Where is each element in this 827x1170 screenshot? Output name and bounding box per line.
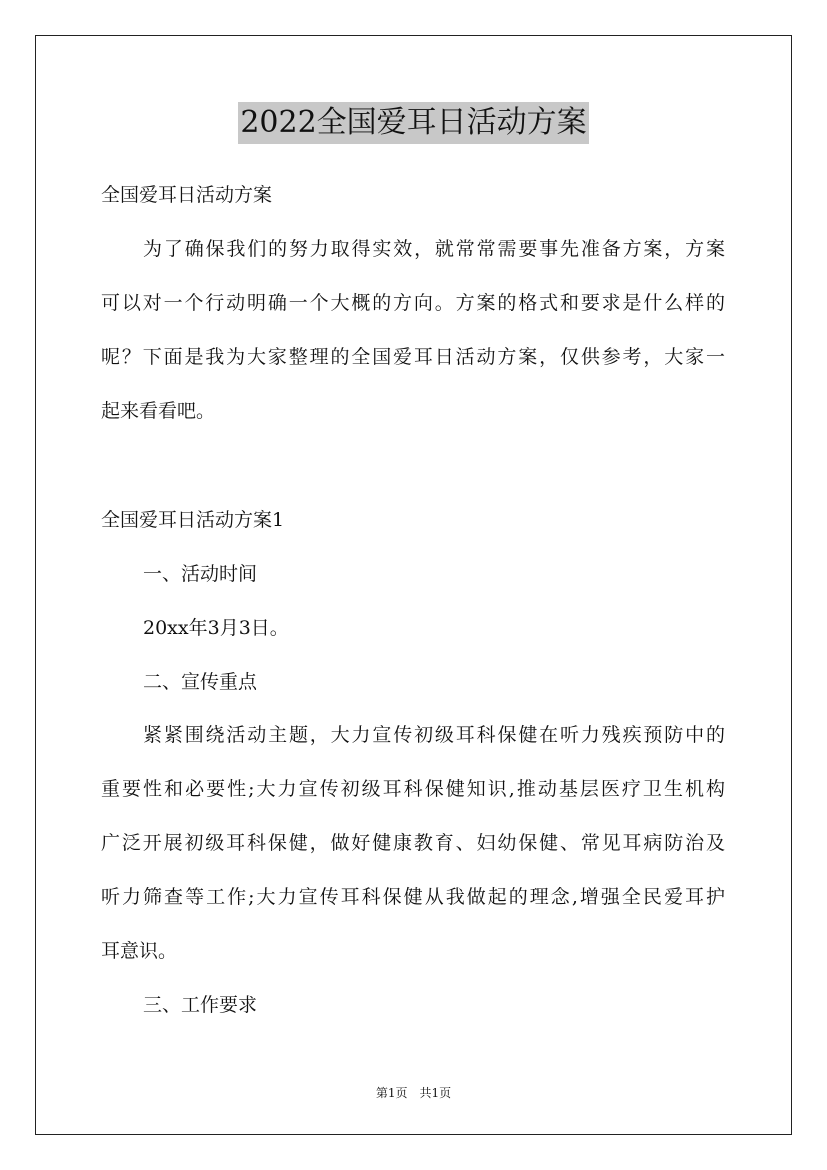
body-line-3: 广泛开展初级耳科保健，做好健康教育、妇幼保健、常见耳病防治及 xyxy=(101,832,725,854)
section-title: 全国爱耳日活动方案1 xyxy=(101,509,285,531)
body-line-1: 紧紧围绕活动主题，大力宣传初级耳科保健在听力残疾预防中的 xyxy=(143,724,725,746)
body-line-2: 重要性和必要性;大力宣传初级耳科保健知识,推动基层医疗卫生机构 xyxy=(101,778,725,800)
page-footer: 第1页 共1页 xyxy=(375,1086,452,1100)
heading-work-requirements: 三、工作要求 xyxy=(143,994,258,1016)
subtitle: 全国爱耳日活动方案 xyxy=(101,184,273,206)
document-title: 2022全国爱耳日活动方案 xyxy=(238,102,588,144)
body-line-5: 耳意识。 xyxy=(101,940,178,962)
intro-line-1: 为了确保我们的努力取得实效，就常常需要事先准备方案，方案 xyxy=(143,238,725,260)
heading-activity-time: 一、活动时间 xyxy=(143,563,258,585)
intro-line-4: 起来看看吧。 xyxy=(101,400,216,422)
body-line-4: 听力筛查等工作;大力宣传耳科保健从我做起的理念,增强全民爱耳护 xyxy=(101,886,725,908)
activity-date: 20xx年3月3日。 xyxy=(143,617,289,639)
title-wrapper xyxy=(0,102,827,144)
intro-line-3: 呢？下面是我为大家整理的全国爱耳日活动方案，仅供参考，大家一 xyxy=(101,346,725,368)
intro-line-2: 可以对一个行动明确一个大概的方向。方案的格式和要求是什么样的 xyxy=(101,292,725,314)
heading-publicity-focus: 二、宣传重点 xyxy=(143,671,258,693)
